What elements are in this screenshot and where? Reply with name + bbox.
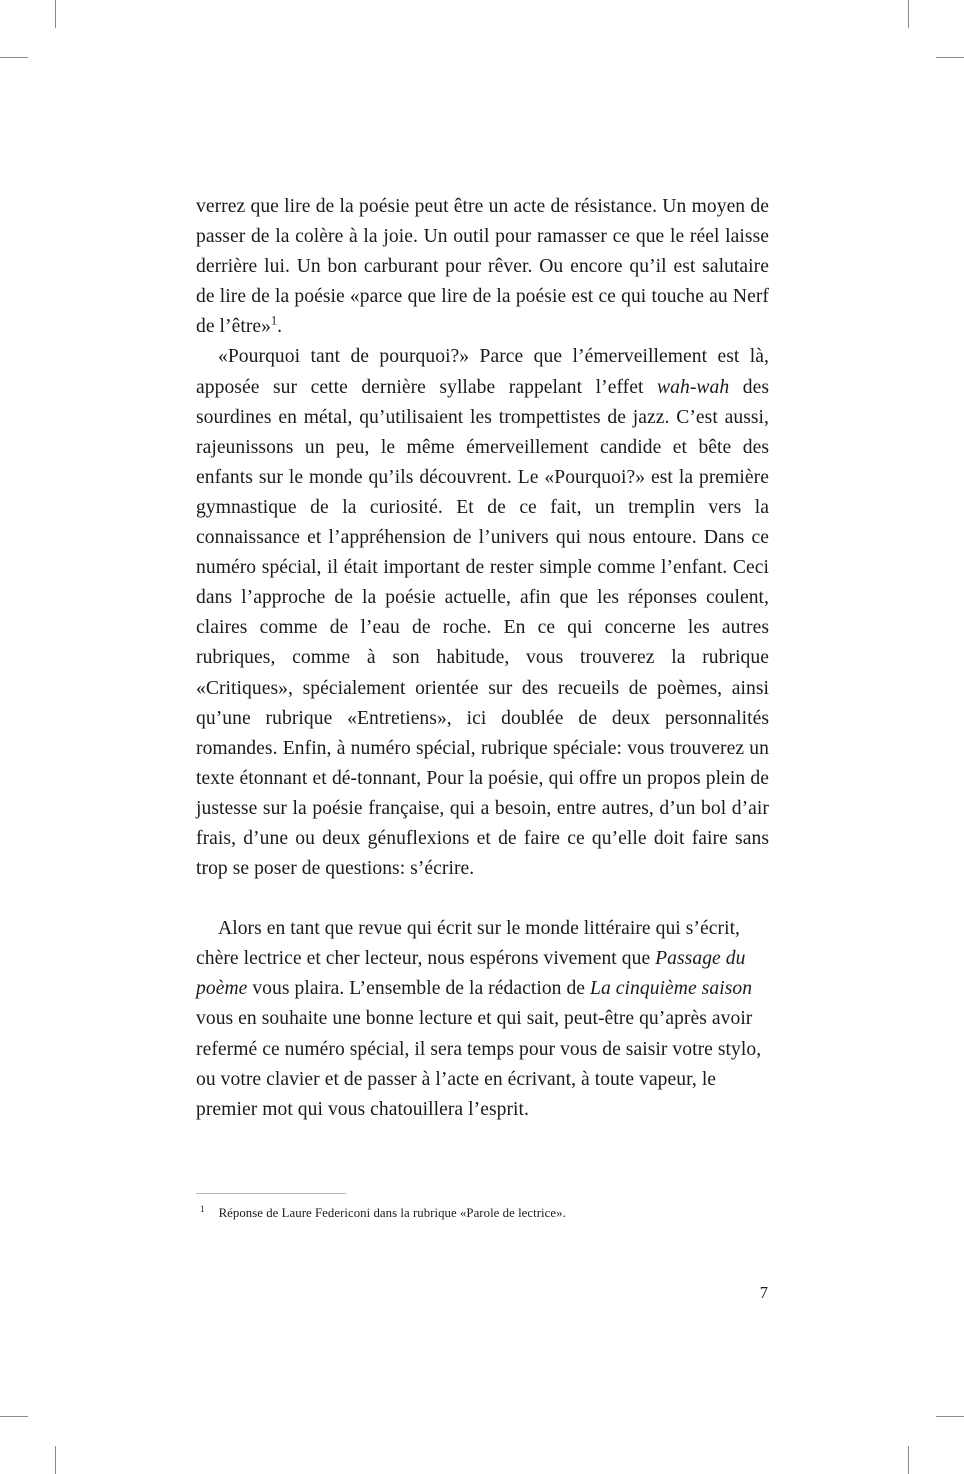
crop-mark-bottom-right-horizontal	[936, 1416, 964, 1417]
footnote-reference-1[interactable]: 1	[271, 313, 278, 328]
crop-mark-bottom-left-vertical	[55, 1446, 56, 1474]
paragraph-2-part-2: des sourdines en métal, qu’utilisaient les trompettistes de jazz. C’est aussi, rajeunissons un peu, le même émerveillement candide et bête des enfants sur le monde qu’ils découvrent. Le «Pourquoi?» est la première gymnastique de la curiosité. Et de ce fait, un tremplin vers la connaissance et l’appréhension de l’univers qui nous entoure. Dans ce numéro spécial, il était important de rester simple comme l’enfant. Ceci dans l’approche de la poésie actuelle, afin que les réponses coulent, claires comme de l’eau de roche. En ce qui concerne les autres rubriques, comme à son habitude, vous trouverez la rubrique «Critiques», spécialement orientée sur des recueils de poèmes, ainsi qu’une rubrique «Entretiens», ici doublée de deux personnalités romandes. Enfin, à numéro spécial, rubrique spéciale: vous trouverez un texte étonnant et dé-tonnant, Pour la poésie, qui offre un propos plein de justesse sur la poésie française, qui a besoin, entre autres, d’un bol d’air frais, d’une ou deux génuflexions et de faire ce qu’elle doit faire sans trop se poser de questions: s’écrire.	[196, 376, 770, 880]
paragraph-closing	[196, 914, 769, 1125]
text-block	[196, 192, 769, 1125]
footnote-marker-1: 1	[200, 1203, 205, 1214]
crop-mark-top-right-vertical	[908, 0, 909, 28]
crop-mark-bottom-right-vertical	[908, 1446, 909, 1474]
footnote-text: Réponse de Laure Federiconi dans la rubrique «Parole de lectrice».	[218, 1206, 566, 1220]
footnote-item	[196, 1205, 769, 1222]
paragraph-2-part-1: «Pourquoi tant de pourquoi?» Parce que l’émerveillement est là, apposée sur cette dernière syllabe rappelant l’effet	[196, 346, 769, 398]
crop-mark-top-right-horizontal	[936, 57, 964, 58]
paragraph-continuation	[196, 192, 769, 342]
italic-title-la-cinquieme-saison: La cinquième saison	[590, 978, 753, 1000]
page-number: 7	[759, 1283, 768, 1302]
paragraph-3-part-3: vous en souhaite une bonne lecture et qui sait, peut-être qu’après avoir refermé ce numéro spécial, il sera temps pour vous de saisir votre stylo, ou votre clavier et de passer à l’acte en écrivant, à toute vapeur, le premier mot qui vous chatouillera l’esprit.	[196, 1008, 762, 1120]
crop-mark-bottom-left-horizontal	[0, 1416, 28, 1417]
crop-mark-top-left-horizontal	[0, 57, 28, 58]
paragraph-1-tail: .	[277, 316, 283, 338]
paragraph-3-part-2: vous plaira. L’ensemble de la rédaction de	[247, 978, 591, 1000]
paragraph-3-part-1: Alors en tant que revue qui écrit sur le monde littéraire qui s’écrit, chère lectrice et cher lecteur, nous espérons vivement que	[196, 918, 741, 970]
paragraph-pourquoi	[196, 342, 769, 884]
crop-mark-top-left-vertical	[55, 0, 56, 28]
italic-term-wahwah: wah-wah	[657, 376, 730, 398]
italic-title-passage-du-poeme: Passage du poème	[196, 948, 746, 1000]
footnote-area	[196, 1193, 769, 1222]
paragraph-1-text: verrez que lire de la poésie peut être un acte de résistance. Un moyen de passer de la colère à la joie. Un outil pour ramasser ce que le réel laisse derrière lui. Un bon carburant pour rêver. Ou encore qu’il est salutaire de lire de la poésie «parce que lire de la poésie est ce qui touche au Nerf de l’être»	[196, 196, 769, 338]
footnote-separator-rule	[196, 1193, 346, 1194]
